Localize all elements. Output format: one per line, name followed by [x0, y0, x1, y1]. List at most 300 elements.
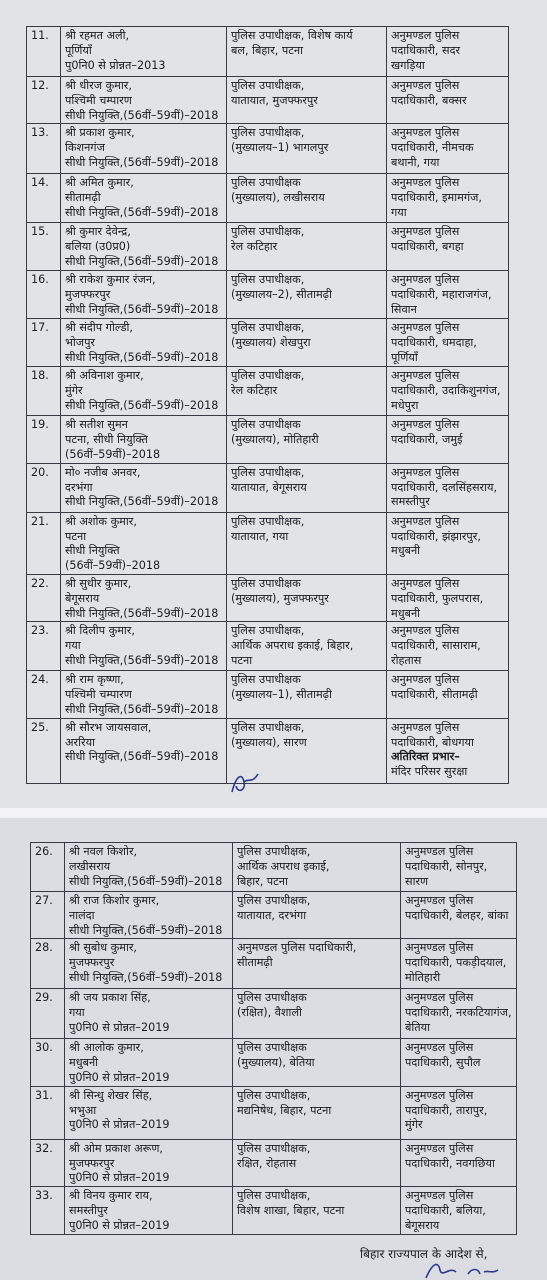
officer-name-line: श्री राम कृष्णा,	[65, 673, 124, 687]
officer-name-line: पटना, सीधी नियुक्ति	[65, 433, 148, 447]
serial-number: 24.	[27, 671, 61, 718]
current-posting-line: यातायात, बेगूसराय	[231, 480, 307, 494]
new-posting-cell	[387, 463, 509, 512]
new-posting-line: पदाधिकारी, धमदाहा,	[391, 336, 477, 350]
officer-name-line: श्री दिलीप कुमार,	[65, 624, 135, 638]
new-posting-line: पदाधिकारी, उदाकिशुनगंज,	[391, 384, 501, 398]
serial-number: 12.	[27, 77, 61, 124]
table-row	[31, 1039, 517, 1086]
officer-name-line: सीधी नियुक्ति,(56वीं–59वीं)–2018	[65, 350, 219, 364]
new-posting-line: मोतिहारी	[405, 970, 441, 984]
officer-name-line: (56वीं–59वीं)–2018	[65, 559, 161, 573]
new-posting-line: पदाधिकारी, महाराजगंज,	[391, 288, 492, 302]
officer-name-line: पश्चिमी चम्पारण	[65, 688, 132, 702]
serial-number: 17.	[27, 319, 61, 367]
current-posting-cell	[227, 671, 387, 718]
officer-name-line: सीधी नियुक्ति,(56वीं–59वीं)–2018	[69, 874, 223, 888]
current-posting-cell	[227, 367, 387, 416]
current-posting-line: विशेष शाखा, बिहार, पटना	[237, 1203, 345, 1217]
current-posting-line: पुलिस उपाधीक्षक,	[231, 273, 305, 287]
current-posting-cell	[233, 1039, 401, 1086]
serial-number: 14.	[27, 174, 61, 223]
table-row	[27, 622, 509, 671]
officer-name-line: सीतामढ़ी	[65, 191, 101, 205]
officer-name-cell	[61, 622, 227, 671]
officer-name-line: श्री राकेश कुमार रंजन,	[65, 273, 156, 287]
new-posting-line: अनुमण्डल पुलिस	[391, 576, 460, 590]
new-posting-line: पदाधिकारी, नवगछिया	[405, 1156, 495, 1170]
serial-number: 28.	[31, 939, 65, 989]
new-posting-line: मधुबनी	[391, 606, 421, 620]
serial-number: 29.	[31, 989, 65, 1039]
table-row	[31, 989, 517, 1039]
table-row	[27, 671, 509, 718]
signature-scribble	[420, 1258, 510, 1280]
current-posting-cell	[227, 512, 387, 574]
new-posting-line: मुंगेर	[405, 1118, 423, 1132]
new-posting-line: अनुमण्डल पुलिस	[391, 673, 460, 687]
officer-name-line: भोजपुर	[65, 336, 95, 350]
current-posting-line: पुलिस उपाधीक्षक	[231, 176, 301, 190]
serial-number: 22.	[27, 574, 61, 621]
table-row	[27, 574, 509, 621]
officer-name-cell	[61, 271, 227, 319]
serial-number: 30.	[31, 1039, 65, 1086]
new-posting-line: रोहतास	[391, 653, 422, 667]
new-posting-line: पदाधिकारी, फुलपरास,	[391, 591, 484, 605]
officer-name-line: सीधी नियुक्ति,(56वीं–59वीं)–2018	[65, 606, 219, 620]
officer-name-line: अररिया	[65, 735, 95, 749]
officer-name-line: श्री सतीश सुमन	[65, 418, 128, 432]
officer-name-line: पु0नि0 से प्रोन्नत–2019	[69, 1118, 170, 1132]
new-posting-line: अनुमण्डल पुलिस	[405, 894, 474, 907]
officer-name-line: सीधी नियुक्ति,(56वीं–59वीं)–2018	[65, 205, 219, 219]
new-posting-cell	[387, 622, 509, 671]
officer-name-cell	[61, 319, 227, 367]
current-posting-line: (मुख्यालय), मोतिहारी	[231, 433, 319, 447]
officer-name-line: (56वीं–59वीं)–2018	[65, 447, 161, 461]
new-posting-cell	[401, 1139, 517, 1186]
new-posting-line: गया	[391, 205, 407, 219]
current-posting-line: मद्यनिषेध, बिहार, पटना	[237, 1103, 332, 1117]
new-posting-line: अनुमण्डल पुलिस	[405, 845, 474, 858]
new-posting-line: पूर्णियाँ	[391, 350, 418, 364]
table-row	[27, 223, 509, 271]
current-posting-line: (रक्षित), वैशाली	[237, 1006, 302, 1020]
serial-number: 32.	[31, 1139, 65, 1186]
new-posting-line: अनुमण्डल पुलिस	[405, 1141, 474, 1155]
officer-name-line: सीधी नियुक्ति,(56वीं–59वीं)–2018	[65, 302, 219, 316]
current-posting-line: पुलिस उपाधीक्षक	[237, 1041, 307, 1055]
table-row	[27, 367, 509, 416]
current-posting-line: (मुख्यालय), लखीसराय	[231, 191, 325, 205]
officer-name-line: पु0नि0 से प्रोन्नत–2013	[65, 58, 166, 72]
current-posting-line: पटना	[231, 653, 253, 667]
officer-name-line: श्री अविनाश कुमार,	[65, 369, 144, 383]
current-posting-line: रेल कटिहार	[231, 240, 278, 254]
officer-name-line: सीधी नियुक्ति,(56वीं–59वीं)–2018	[65, 653, 219, 667]
new-posting-line: पदाधिकारी, दलसिंहसराय,	[391, 480, 498, 494]
officer-name-line: सीधी नियुक्ति,(56वीं–59वीं)–2018	[65, 155, 219, 169]
new-posting-line: अनुमण्डल पुलिस	[405, 1189, 474, 1203]
current-posting-line: यातायात, गया	[231, 529, 289, 543]
current-posting-line: पुलिस उपाधीक्षक,	[237, 1088, 311, 1102]
new-posting-cell	[387, 223, 509, 271]
current-posting-cell	[233, 843, 401, 892]
transfer-table-2	[30, 842, 517, 1235]
new-posting-line: पदाधिकारी, बलिया,	[405, 1203, 486, 1217]
new-posting-line: पदाधिकारी, सदर	[391, 43, 461, 57]
serial-number: 27.	[31, 892, 65, 939]
new-posting-cell	[387, 271, 509, 319]
current-posting-line: आर्थिक अपराध इकाई, बिहार,	[231, 639, 354, 653]
new-posting-cell	[387, 416, 509, 463]
current-posting-line: पुलिस उपाधीक्षक,	[231, 624, 305, 638]
officer-name-cell	[61, 77, 227, 124]
table-row	[27, 416, 509, 463]
new-posting-line: खगड़िया	[391, 58, 425, 72]
current-posting-line: अनुमण्डल पुलिस पदाधिकारी,	[237, 941, 357, 955]
current-posting-line: पुलिस उपाधीक्षक,	[231, 225, 305, 239]
new-posting-line: अनुमण्डल पुलिस	[391, 273, 460, 287]
current-posting-line: पुलिस उपाधीक्षक,	[231, 465, 305, 479]
current-posting-cell	[227, 574, 387, 621]
serial-number: 31.	[31, 1086, 65, 1139]
new-posting-line: अनुमण्डल पुलिस	[391, 514, 460, 528]
new-posting-line: पदाधिकारी, सीतामढ़ी	[391, 688, 478, 702]
current-posting-line: पुलिस उपाधीक्षक	[231, 673, 301, 687]
current-posting-line: (मुख्यालय–2), सीतामढ़ी	[231, 288, 332, 302]
current-posting-line: (मुख्यालय), बेतिया	[237, 1056, 315, 1070]
new-posting-line: पदाधिकारी, बेलहर, बांका	[405, 908, 509, 922]
current-posting-line: पुलिस उपाधीक्षक	[231, 576, 301, 590]
officer-name-line: श्री सुधीर कुमार,	[65, 576, 132, 590]
new-posting-line: पदाधिकारी, बगहा	[391, 240, 464, 254]
serial-number: 33.	[31, 1187, 65, 1234]
officer-name-line: सीधी नियुक्ति,(56वीं–59वीं)–2018	[65, 750, 219, 764]
current-posting-line: पुलिस उपाधीक्षक, विशेष कार्य	[231, 29, 353, 42]
new-posting-line: अनुमण्डल पुलिस	[405, 941, 474, 955]
table-row	[27, 174, 509, 223]
serial-number: 15.	[27, 223, 61, 271]
governor-order-line: बिहार राज्यपाल के आदेश से,	[360, 1247, 488, 1261]
new-posting-line: अनुमण्डल पुलिस	[391, 624, 460, 638]
current-posting-line: यातायात, दरभंगा	[237, 908, 307, 922]
new-posting-cell	[387, 27, 509, 77]
new-posting-cell	[401, 939, 517, 989]
current-posting-line: पुलिस उपाधीक्षक,	[231, 514, 305, 528]
officer-name-line: सीधी नियुक्ति,(56वीं–59वीं)–2018	[69, 923, 223, 937]
officer-name-line: श्री सुबोध कुमार,	[69, 941, 137, 955]
new-posting-cell	[401, 989, 517, 1039]
current-posting-cell	[233, 1187, 401, 1234]
new-posting-line: पदाधिकारी, सोनपुर,	[405, 859, 488, 873]
new-posting-line: पदाधिकारी, झंझारपुर,	[391, 529, 481, 543]
new-posting-line: अनुमण्डल पुलिस	[391, 418, 460, 432]
officer-name-line: श्री जय प्रकाश सिंह,	[69, 991, 151, 1005]
officer-name-cell	[61, 367, 227, 416]
new-posting-line: पदाधिकारी, सासाराम,	[391, 639, 481, 653]
new-posting-cell	[401, 1039, 517, 1086]
officer-name-line: श्री अमित कुमार,	[65, 176, 134, 190]
new-posting-cell	[387, 574, 509, 621]
table-row	[27, 319, 509, 367]
new-posting-line: अनुमण्डल पुलिस	[391, 176, 460, 190]
officer-name-cell	[65, 892, 233, 939]
table-row	[27, 77, 509, 124]
new-posting-line: अनुमण्डल पुलिस	[391, 720, 460, 734]
new-posting-line: अनुमण्डल पुलिस	[405, 1088, 474, 1102]
current-posting-line: आर्थिक अपराध इकाई,	[237, 859, 330, 873]
officer-name-line: श्री नवल किशोर,	[69, 845, 138, 858]
current-posting-line: पुलिस उपाधीक्षक,	[231, 79, 305, 92]
officer-name-line: बेगूसराय	[65, 591, 100, 605]
current-posting-line: (मुख्यालय) शेखपुरा	[231, 336, 311, 350]
serial-number: 20.	[27, 463, 61, 512]
new-posting-line: पदाधिकारी, तारापुर,	[405, 1103, 488, 1117]
current-posting-line: (मुख्यालय–1) भागलपुर	[231, 141, 329, 155]
officer-name-line: श्री अशोक कुमार,	[65, 514, 137, 528]
serial-number: 13.	[27, 124, 61, 174]
serial-number: 19.	[27, 416, 61, 463]
current-posting-line: बल, बिहार, पटना	[231, 43, 303, 57]
officer-name-line: श्री संदीप गोल्डी,	[65, 321, 133, 335]
officer-name-line: किशनगंज	[65, 141, 105, 155]
officer-name-cell	[61, 124, 227, 174]
current-posting-line: पुलिस उपाधीक्षक,	[237, 845, 311, 858]
officer-name-line: गया	[69, 1006, 85, 1020]
new-posting-line: पदाधिकारी, जमुई	[391, 433, 463, 447]
officer-name-cell	[61, 718, 227, 783]
new-posting-line: पदाधिकारी, पकड़ीदयाल,	[405, 956, 507, 970]
current-posting-line: पुलिस उपाधीक्षक	[231, 418, 301, 432]
officer-name-line: दरभंगा	[65, 480, 93, 494]
table-row	[27, 718, 509, 783]
officer-name-line: पश्चिमी चम्पारण	[65, 93, 132, 107]
new-posting-line: अनुमण्डल पुलिस	[391, 29, 460, 42]
officer-name-cell	[61, 27, 227, 77]
current-posting-line: रेल कटिहार	[231, 384, 278, 398]
transfer-table-1	[26, 26, 509, 784]
table-row	[31, 1086, 517, 1139]
officer-name-line: मुंगेर	[65, 384, 83, 398]
new-posting-line: मधेपुरा	[391, 398, 419, 412]
officer-name-line: श्री रहमत अली,	[65, 29, 130, 42]
new-posting-cell	[401, 892, 517, 939]
new-posting-cell	[401, 1086, 517, 1139]
current-posting-cell	[227, 271, 387, 319]
new-posting-cell	[387, 512, 509, 574]
current-posting-cell	[233, 939, 401, 989]
new-posting-cell	[387, 77, 509, 124]
officer-name-line: मधुबनी	[69, 1056, 99, 1070]
new-posting-line: अनुमण्डल पुलिस	[391, 369, 460, 383]
current-posting-line: पुलिस उपाधीक्षक,	[231, 321, 305, 335]
page-separator	[0, 808, 547, 818]
table-row	[27, 271, 509, 319]
officer-name-line: मुजफ्फरपुर	[69, 1156, 115, 1170]
new-posting-line: सिवान	[391, 302, 417, 316]
officer-name-line: सीधी नियुक्ति,(56वीं–59वीं)–2018	[69, 970, 223, 984]
current-posting-line: बिहार, पटना	[237, 874, 288, 888]
new-posting-cell	[387, 367, 509, 416]
officer-name-cell	[65, 939, 233, 989]
officer-name-line: मुजफ्फरपुर	[65, 288, 111, 302]
serial-number: 21.	[27, 512, 61, 574]
new-posting-line: अनुमण्डल पुलिस	[391, 465, 460, 479]
new-posting-line: अनुमण्डल पुलिस	[391, 225, 460, 239]
current-posting-line: यातायात, मुजफ्फरपुर	[231, 93, 318, 107]
current-posting-line: पुलिस उपाधीक्षक,	[237, 1141, 311, 1155]
officer-name-line: श्री कुमार देवेन्द्र,	[65, 225, 131, 239]
new-posting-line: पदाधिकारी, नरकटियागंज,	[405, 1006, 512, 1020]
serial-number: 18.	[27, 367, 61, 416]
table-row	[31, 1139, 517, 1186]
officer-name-cell	[65, 1187, 233, 1234]
officer-name-cell	[61, 574, 227, 621]
officer-name-line: श्री आलोक कुमार,	[69, 1041, 144, 1055]
officer-name-line: श्री सौरभ जायसवाल,	[65, 720, 152, 734]
new-posting-cell	[401, 843, 517, 892]
new-posting-line: पदाधिकारी, बक्सर	[391, 93, 467, 107]
document-page-2	[0, 818, 547, 1280]
current-posting-cell	[227, 622, 387, 671]
new-posting-line: पदाधिकारी, सुपौल	[405, 1056, 481, 1070]
officer-name-line: पटना	[65, 529, 87, 543]
new-posting-line: अनुमण्डल पुलिस	[391, 126, 460, 140]
new-posting-cell	[387, 174, 509, 223]
officer-name-line: नालंदा	[69, 908, 95, 922]
officer-name-cell	[61, 416, 227, 463]
new-posting-line: अनुमण्डल पुलिस	[405, 1041, 474, 1055]
officer-name-cell	[65, 989, 233, 1039]
current-posting-cell	[227, 463, 387, 512]
additional-charge-detail: मंदिर परिसर सुरक्षा	[391, 765, 468, 779]
signature-initial	[228, 768, 264, 798]
officer-name-cell	[61, 512, 227, 574]
officer-name-line: लखीसराय	[69, 859, 111, 873]
officer-name-cell	[61, 174, 227, 223]
new-posting-line: पदाधिकारी, नीमचक	[391, 141, 474, 155]
current-posting-line: पुलिस उपाधीक्षक,	[231, 126, 305, 140]
table-row	[27, 463, 509, 512]
officer-name-line: मो० नजीब अनवर,	[65, 465, 141, 479]
table-row	[27, 27, 509, 77]
new-posting-cell	[387, 319, 509, 367]
current-posting-cell	[233, 1086, 401, 1139]
officer-name-cell	[65, 843, 233, 892]
new-posting-line: बेतिया	[405, 1020, 431, 1034]
current-posting-cell	[227, 124, 387, 174]
officer-name-line: पु0नि0 से प्रोन्नत–2019	[69, 1070, 170, 1084]
current-posting-line: पुलिस उपाधीक्षक,	[237, 1189, 311, 1203]
current-posting-line: रक्षित, रोहतास	[237, 1156, 297, 1170]
current-posting-line: पुलिस उपाधीक्षक,	[231, 369, 305, 383]
officer-name-cell	[61, 463, 227, 512]
new-posting-line: पदाधिकारी, बोधगया	[391, 735, 474, 749]
officer-name-line: पूर्णियाँ	[65, 43, 92, 57]
current-posting-line: पुलिस उपाधीक्षक,	[237, 894, 311, 907]
table-row	[31, 892, 517, 939]
current-posting-line: पुलिस उपाधीक्षक	[237, 991, 307, 1005]
officer-name-cell	[61, 671, 227, 718]
new-posting-line: समस्तीपुर	[391, 495, 430, 509]
officer-name-line: श्री राज किशोर कुमार,	[69, 894, 160, 907]
current-posting-line: (मुख्यालय–1), सीतामढ़ी	[231, 688, 332, 702]
officer-name-line: सीधी नियुक्ति,(56वीं–59वीं)–2018	[65, 702, 219, 716]
new-posting-line: बथानी, गया	[391, 155, 440, 169]
new-posting-cell	[387, 718, 509, 783]
current-posting-cell	[233, 1139, 401, 1186]
officer-name-line: बलिया (उ0प्र0)	[65, 240, 131, 254]
current-posting-cell	[233, 989, 401, 1039]
new-posting-line: बेगूसराय	[405, 1218, 440, 1232]
officer-name-line: पु0नि0 से प्रोन्नत–2019	[69, 1218, 170, 1232]
current-posting-cell	[227, 223, 387, 271]
current-posting-line: (मुख्यालय), सारण	[231, 735, 307, 749]
new-posting-cell	[387, 124, 509, 174]
new-posting-cell	[401, 1187, 517, 1234]
current-posting-line: (मुख्यालय), मुजफ्फरपुर	[231, 591, 329, 605]
officer-name-line: समस्तीपुर	[69, 1203, 108, 1217]
current-posting-line: सीतामढ़ी	[237, 956, 273, 970]
new-posting-line: अनुमण्डल पुलिस	[391, 321, 460, 335]
officer-name-line: पु0नि0 से प्रोन्नत–2019	[69, 1171, 170, 1185]
new-posting-cell	[387, 671, 509, 718]
table-row	[31, 939, 517, 989]
officer-name-line: श्री धीरज कुमार,	[65, 79, 132, 92]
current-posting-cell	[227, 174, 387, 223]
officer-name-line: श्री विनय कुमार राय,	[69, 1189, 153, 1203]
new-posting-line: मधुबनी	[391, 544, 421, 558]
serial-number: 26.	[31, 843, 65, 892]
current-posting-line: पुलिस उपाधीक्षक,	[231, 720, 305, 734]
additional-charge-label: अतिरिक्त प्रभार–	[391, 750, 460, 764]
new-posting-line: अनुमण्डल पुलिस	[391, 79, 460, 92]
officer-name-cell	[65, 1086, 233, 1139]
serial-number: 11.	[27, 27, 61, 77]
serial-number: 23.	[27, 622, 61, 671]
table-row	[31, 1187, 517, 1234]
officer-name-cell	[61, 223, 227, 271]
officer-name-line: सीधी नियुक्ति,(56वीं–59वीं)–2018	[65, 108, 219, 122]
table-row	[27, 512, 509, 574]
current-posting-cell	[227, 319, 387, 367]
new-posting-line: सारण	[405, 874, 429, 888]
officer-name-line: सीधी नियुक्ति,(56वीं–59वीं)–2018	[65, 495, 219, 509]
officer-name-line: भभुआ	[69, 1103, 97, 1117]
officer-name-line: श्री प्रकाश कुमार,	[65, 126, 135, 140]
officer-name-line: श्री सिन्धु शेखर सिंह,	[69, 1088, 153, 1102]
officer-name-line: सीधी नियुक्ति	[65, 544, 120, 558]
serial-number: 16.	[27, 271, 61, 319]
officer-name-cell	[65, 1039, 233, 1086]
officer-name-cell	[65, 1139, 233, 1186]
officer-name-line: गया	[65, 639, 81, 653]
current-posting-cell	[227, 27, 387, 77]
table-row	[31, 843, 517, 892]
serial-number: 25.	[27, 718, 61, 783]
table-row	[27, 124, 509, 174]
new-posting-line: पदाधिकारी, इमामगंज,	[391, 191, 482, 205]
current-posting-cell	[227, 416, 387, 463]
officer-name-line: सीधी नियुक्ति,(56वीं–59वीं)–2018	[65, 398, 219, 412]
current-posting-cell	[233, 892, 401, 939]
new-posting-line: अनुमण्डल पुलिस	[405, 991, 474, 1005]
officer-name-line: सीधी नियुक्ति,(56वीं–59वीं)–2018	[65, 254, 219, 268]
officer-name-line: मुजफ्फरपुर	[69, 956, 115, 970]
officer-name-line: पु0नि0 से प्रोन्नत–2019	[69, 1020, 170, 1034]
